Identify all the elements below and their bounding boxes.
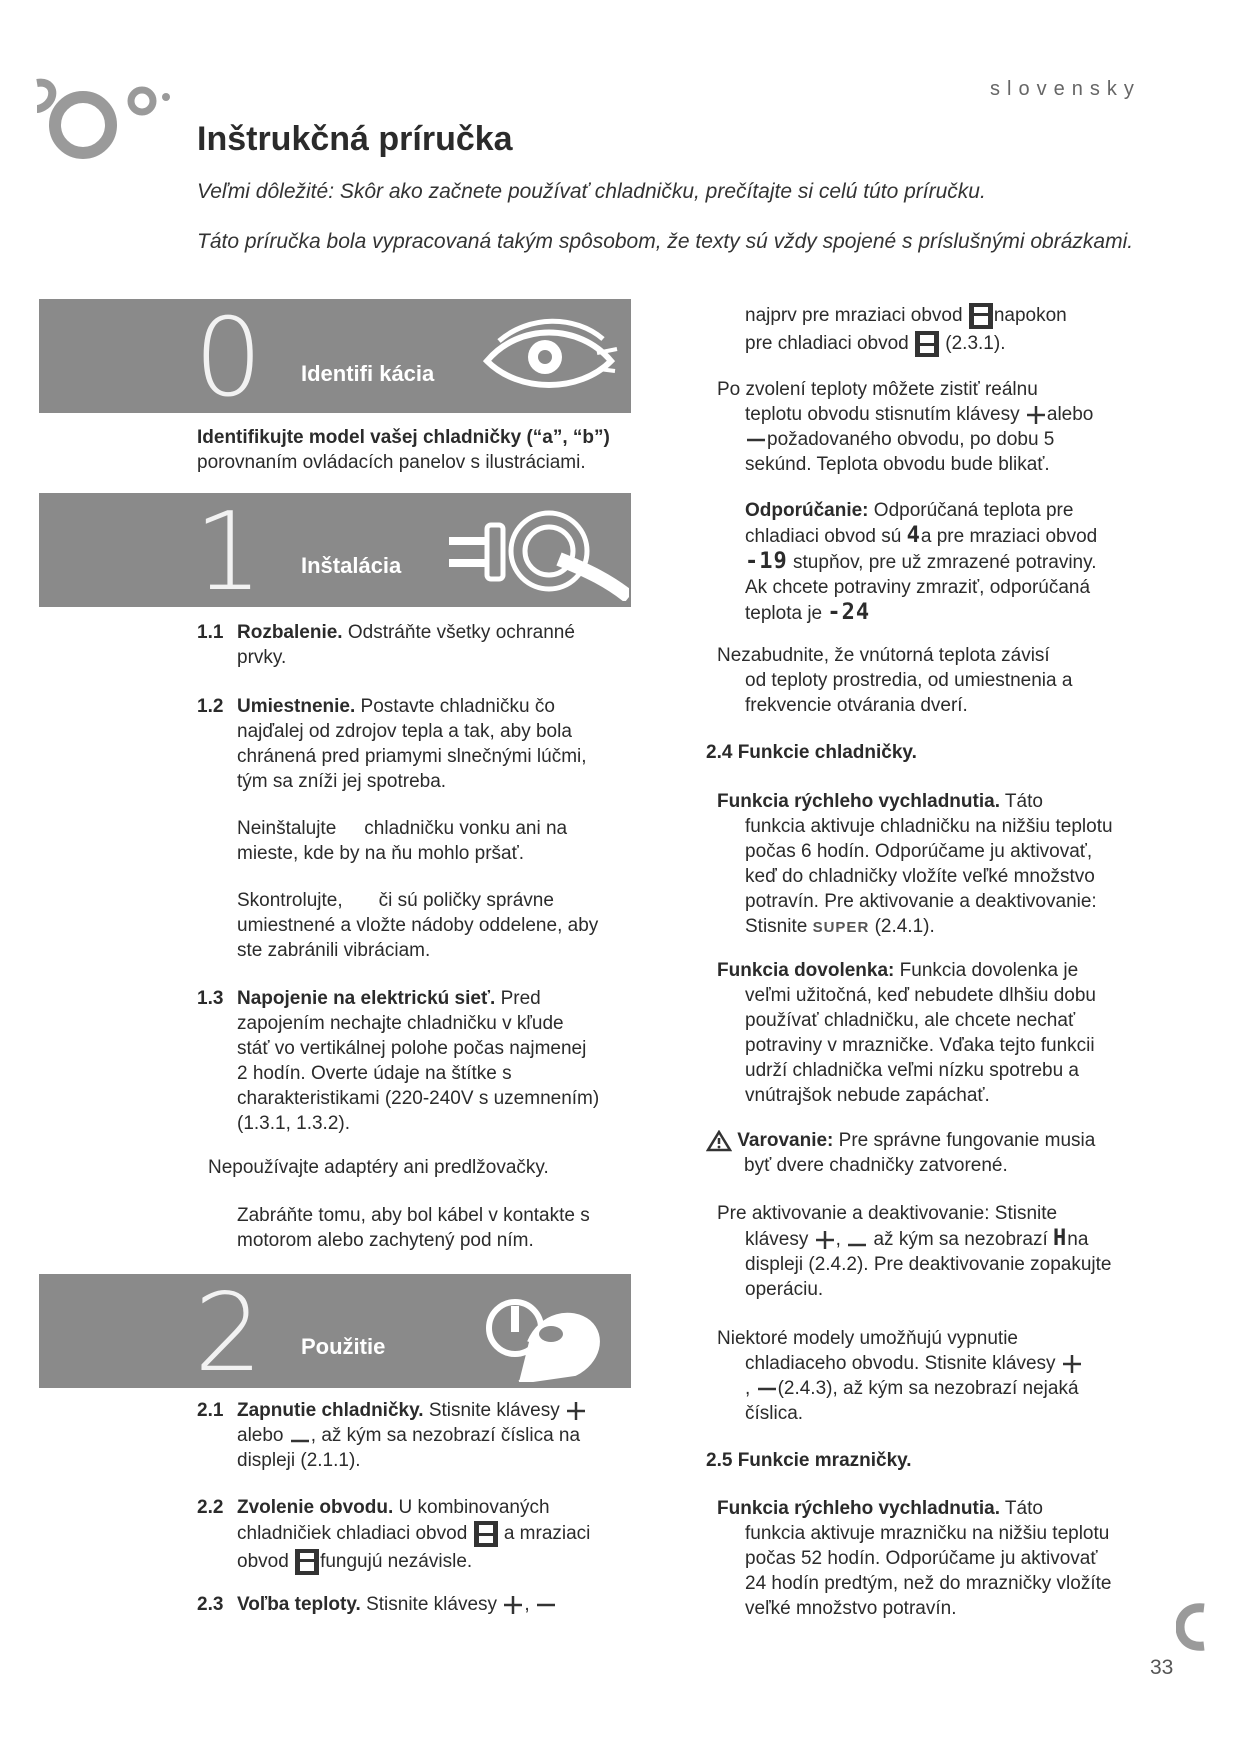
holiday-activate-text: , xyxy=(835,1229,841,1250)
holiday-title: Funkcia dovolenka: xyxy=(717,960,895,981)
plus-key-icon xyxy=(1025,404,1047,426)
item-1-3-text: 2 hodín. Overte údaje na štítke s xyxy=(237,1063,512,1084)
fast-cool-freezer-title: Funkcia rýchleho vychladnutia. xyxy=(717,1498,1000,1519)
reminder-text: frekvencie otvárania dverí. xyxy=(745,695,968,716)
shelf-check-text: či sú poličky správne xyxy=(378,890,554,911)
item-2-2-text: chladničiek chladiaci obvod xyxy=(237,1523,468,1545)
fridge-circuit-icon xyxy=(914,330,940,358)
outdoor-warning-text: Neinštalujte xyxy=(237,818,337,839)
display-value-fridge: 4 xyxy=(906,523,921,548)
holiday-text: veľmi užitočná, keď nebudete dlhšiu dobu xyxy=(745,985,1096,1006)
section-2-4-title: Funkcie chladničky. xyxy=(737,742,917,763)
holiday-text: potraviny v mrazničke. Vďaka tejto funkcii xyxy=(745,1035,1095,1056)
section-2-5-title: Funkcie mrazničky. xyxy=(737,1450,912,1471)
item-2-3-text: , xyxy=(524,1594,530,1615)
fridge-off-text: (2.4.3), až kým sa nezobrazí nejaká xyxy=(777,1378,1079,1399)
fast-cool-freezer-text: funkcia aktivuje mrazničku na nižšiu teplotu xyxy=(745,1523,1110,1544)
section-1-number: 1 xyxy=(194,490,263,615)
select-order-text: napokon xyxy=(993,305,1067,327)
warning-text: byť dvere chadničky zatvorené. xyxy=(744,1155,1008,1176)
fridge-off-text: , xyxy=(745,1378,751,1399)
recommendation-text: chladiaci obvod sú xyxy=(745,526,902,547)
item-2-1-number: 2.1 xyxy=(197,1400,224,1421)
power-plug-icon xyxy=(449,501,629,601)
holiday-text: vnútrajšok nebude zapáchať. xyxy=(745,1085,990,1106)
shelf-check-text: ste zabránili vibráciam. xyxy=(237,940,431,961)
fridge-off-text: číslica. xyxy=(745,1403,804,1424)
item-1-3-text: (1.3.1, 1.3.2). xyxy=(237,1113,351,1134)
adapter-warning: Nepoužívajte adaptéry ani predlžovačky. xyxy=(208,1157,549,1178)
item-2-2-text: obvod xyxy=(237,1551,289,1573)
shelf-check-text: Skontrolujte, xyxy=(237,890,343,911)
item-1-1-title: Rozbalenie. xyxy=(237,622,343,643)
intro-important: Veľmi dôležité: Skôr ako začnete používať chladničku, prečítajte si celú túto príručku. xyxy=(197,180,986,203)
warning-icon xyxy=(706,1130,732,1152)
item-2-3-title: Voľba teploty. xyxy=(237,1594,361,1615)
select-order-text: najprv pre mraziaci obvod xyxy=(745,305,963,327)
display-value-holiday: H xyxy=(1053,1226,1068,1251)
fridge-off-text: Niektoré modely umožňujú vypnutie xyxy=(717,1328,1018,1349)
fridge-off-text: chladiaceho obvodu. Stisnite klávesy xyxy=(745,1353,1056,1374)
item-2-3-number: 2.3 xyxy=(197,1594,224,1615)
freezer-circuit-icon xyxy=(294,1548,320,1576)
fast-cool-fridge-text: potravín. Pre aktivovanie a deaktivovanie: xyxy=(745,891,1097,912)
page-title: Inštrukčná príručka xyxy=(197,120,513,158)
fast-cool-fridge-text: počas 6 hodín. Odporúčame ju aktivovať, xyxy=(745,841,1093,862)
fast-cool-freezer-text: počas 52 hodín. Odporúčame ju aktivovať xyxy=(745,1548,1098,1569)
real-temp-text: Po zvolení teploty môžete zistiť reálnu xyxy=(717,379,1038,400)
item-1-1-number: 1.1 xyxy=(197,622,224,643)
recommendation-text: a pre mraziaci obvod xyxy=(920,526,1098,547)
real-temp-text: teplotu obvodu stisnutím klávesy xyxy=(745,404,1020,425)
holiday-text: udrží chladnička veľmi nízku spotrebu a xyxy=(745,1060,1079,1081)
fast-cool-freezer-text: veľké množstvo potravín. xyxy=(745,1598,957,1619)
item-2-1-text: alebo xyxy=(237,1425,284,1446)
fast-cool-fridge-text: (2.4.1). xyxy=(874,916,935,937)
item-2-2-text: fungujú nezávisle. xyxy=(320,1551,473,1573)
item-1-1-text: prvky. xyxy=(237,647,287,668)
holiday-activate-text: operáciu. xyxy=(745,1279,824,1300)
fast-cool-fridge-title: Funkcia rýchleho vychladnutia. xyxy=(717,791,1000,812)
holiday-activate-text: displeji (2.4.2). Pre deaktivovanie zopakujte xyxy=(745,1254,1112,1275)
section-1-title: Inštalácia xyxy=(301,553,402,578)
section-0-banner xyxy=(39,296,631,421)
outdoor-warning-text: chladničku vonku ani na xyxy=(364,818,568,839)
fridge-circuit-icon xyxy=(473,1520,499,1548)
item-2-1-text: Stisnite klávesy xyxy=(428,1400,560,1421)
minus-key-icon xyxy=(756,1382,778,1396)
item-1-3-text: Pred xyxy=(500,988,541,1009)
intro-description: Táto príručka bola vypracovaná takým spôsobom, že texty sú vždy spojené s príslušnými obrázkami. xyxy=(197,230,1134,253)
item-1-3-text: stáť vo vertikálnej polohe počas najmenej xyxy=(237,1038,587,1059)
item-1-2-text: Postavte chladničku čo xyxy=(360,696,555,717)
item-1-2-text: chránená pred priamymi slnečnými lúčmi, xyxy=(237,746,587,767)
super-key-label: SUPER xyxy=(812,919,870,936)
shelf-check-text: umiestnené a vložte nádoby oddelene, aby xyxy=(237,915,599,936)
item-1-2-text: najďalej od zdrojov tepla a tak, aby bola xyxy=(237,721,572,742)
fast-cool-freezer-text: 24 hodín predtým, než do mrazničky vložíte xyxy=(745,1573,1112,1594)
item-2-2-title: Zvolenie obvodu. xyxy=(237,1497,394,1518)
identify-text: porovnaním ovládacích panelov s ilustráciami. xyxy=(197,452,586,473)
eye-icon xyxy=(479,313,619,399)
plus-key-icon xyxy=(502,1594,524,1616)
section-0-title: Identifi kácia xyxy=(301,361,435,386)
minus-key-icon xyxy=(846,1229,868,1251)
corner-logo-icon xyxy=(1176,1600,1206,1654)
item-2-1-text: displeji (2.1.1). xyxy=(237,1450,361,1471)
section-2-banner xyxy=(39,1271,631,1396)
recommendation-text: Ak chcete potraviny zmraziť, odporúčaná xyxy=(745,577,1091,598)
recommendation-text: Odporúčaná teplota pre xyxy=(873,500,1074,521)
fast-cool-fridge-text: keď do chladničky vložíte veľké množstvo xyxy=(745,866,1095,887)
page-number: 33 xyxy=(1150,1656,1174,1679)
minus-key-icon xyxy=(535,1594,557,1616)
item-1-2-text: tým sa zníži jej spotreba. xyxy=(237,771,447,792)
minus-key-icon xyxy=(289,1425,311,1447)
section-2-number: 2 xyxy=(194,1271,263,1396)
item-1-3-text: zapojením nechajte chladničku v kľude xyxy=(237,1013,564,1034)
holiday-activate-text: na xyxy=(1067,1229,1089,1250)
outdoor-warning-text: mieste, kde by na ňu mohlo pršať. xyxy=(237,843,524,864)
section-2-title: Použitie xyxy=(301,1334,386,1359)
item-2-2-text: a mraziaci xyxy=(503,1523,591,1545)
section-0-number: 0 xyxy=(194,296,263,421)
item-2-1-text: , až kým sa nezobrazí číslica na xyxy=(310,1425,581,1446)
recommendation-label: Odporúčanie: xyxy=(745,500,869,521)
item-1-3-text: charakteristikami (220-240V s uzemnením) xyxy=(237,1088,600,1109)
item-1-2-title: Umiestnenie. xyxy=(237,696,356,717)
item-2-2-number: 2.2 xyxy=(197,1497,224,1518)
freezer-circuit-icon xyxy=(968,302,994,330)
item-1-3-title: Napojenie na elektrickú sieť. xyxy=(237,988,496,1009)
item-2-1-title: Zapnutie chladničky. xyxy=(237,1400,424,1421)
real-temp-text: požadovaného obvodu, po dobu 5 xyxy=(767,429,1055,450)
fast-cool-freezer-text: Táto xyxy=(1004,1498,1043,1519)
section-2-5-number: 2.5 xyxy=(706,1450,733,1471)
cable-warning: motorom alebo zachytený pod ním. xyxy=(237,1230,534,1251)
item-2-3-text: Stisnite klávesy xyxy=(366,1594,498,1615)
warning-text: Pre správne fungovanie musia xyxy=(838,1130,1096,1151)
section-2-4-number: 2.4 xyxy=(706,742,733,763)
plus-key-icon xyxy=(1061,1353,1083,1375)
holiday-activate-text: Pre aktivovanie a deaktivovanie: Stisnite xyxy=(717,1203,1058,1224)
display-value-freezer: -19 xyxy=(745,549,788,574)
plus-key-icon xyxy=(565,1400,587,1422)
reminder-text: Nezabudnite, že vnútorná teplota závisí xyxy=(717,645,1050,666)
fast-cool-fridge-text: funkcia aktivuje chladničku na nižšiu teplotu xyxy=(745,816,1113,837)
select-order-text: pre chladiaci obvod xyxy=(745,333,909,355)
finger-press-icon xyxy=(479,1282,619,1382)
item-2-2-text: U kombinovaných xyxy=(398,1497,550,1518)
section-1-banner xyxy=(39,490,631,615)
item-1-1-text: Odstráňte všetky ochranné xyxy=(347,622,575,643)
recommendation-text: stupňov, pre už zmrazené potraviny. xyxy=(793,552,1097,573)
fast-cool-fridge-text: Táto xyxy=(1004,791,1043,812)
holiday-text: Funkcia dovolenka je xyxy=(899,960,1079,981)
brand-logo-icon xyxy=(35,75,170,175)
select-order-text: (2.3.1). xyxy=(945,333,1006,355)
display-value-freeze: -24 xyxy=(827,600,871,625)
holiday-activate-text: až kým sa nezobrazí xyxy=(873,1229,1048,1250)
warning-label: Varovanie: xyxy=(737,1130,834,1151)
recommendation-text: teplota je xyxy=(745,603,823,624)
holiday-activate-text: klávesy xyxy=(745,1229,809,1250)
holiday-text: používať chladničku, ale chcete nechať xyxy=(745,1010,1076,1031)
reminder-text: od teploty prostredia, od umiestnenia a xyxy=(745,670,1073,691)
item-1-2-number: 1.2 xyxy=(197,696,224,717)
real-temp-text: sekúnd. Teplota obvodu bude blikať. xyxy=(745,454,1050,475)
item-1-3-number: 1.3 xyxy=(197,988,224,1009)
minus-key-icon xyxy=(745,433,767,447)
fast-cool-fridge-text: Stisnite xyxy=(745,916,808,937)
identify-heading: Identifikujte model vašej chladničky (“a”, “b”) xyxy=(197,427,610,448)
cable-warning: Zabráňte tomu, aby bol kábel v kontakte s xyxy=(237,1205,590,1226)
plus-key-icon xyxy=(814,1229,836,1251)
real-temp-text: alebo xyxy=(1046,404,1094,425)
language-label: slovensky xyxy=(990,78,1141,100)
